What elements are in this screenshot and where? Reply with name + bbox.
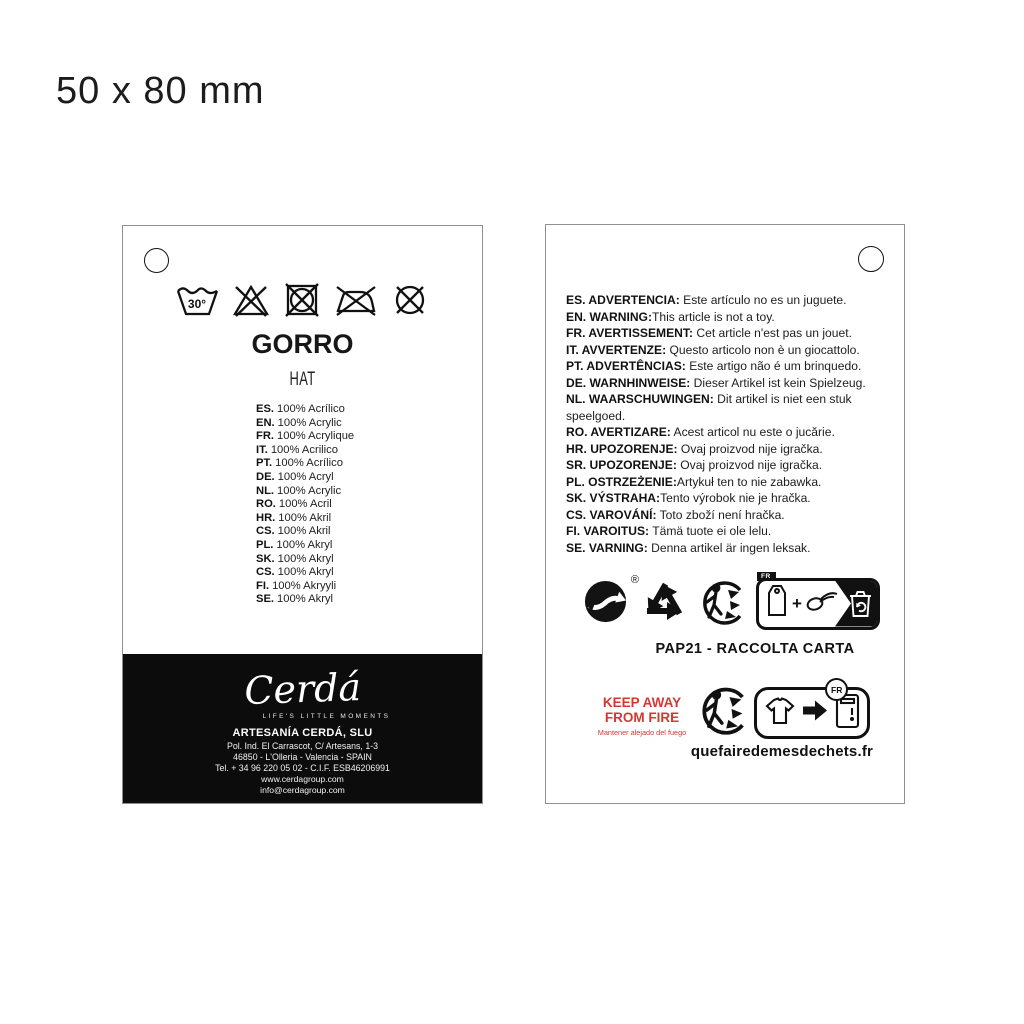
- brand-tagline: LIFE'S LITTLE MOMENTS: [262, 713, 391, 720]
- plus-sign: +: [792, 593, 802, 613]
- wash-30-icon: [175, 282, 220, 318]
- triman-icon: [699, 577, 747, 630]
- triman-icon: [698, 683, 750, 740]
- punch-hole: [858, 246, 884, 272]
- composition-row: NL. 100% Acrylic: [256, 484, 342, 497]
- composition-row: DE. 100% Acryl: [256, 470, 334, 483]
- brand-address-line: Tel. + 34 96 220 05 02 - C.I.F. ESB46206991: [215, 763, 390, 773]
- page-title: 50 x 80 mm: [56, 70, 265, 112]
- fr-paper-sorting-box: [756, 572, 880, 630]
- svg-text:30°: 30°: [187, 297, 207, 311]
- composition-row: FR. 100% Acrylique: [256, 430, 355, 443]
- label-back: [545, 224, 905, 804]
- do-not-tumble-dry-icon: [282, 282, 322, 318]
- fire-warning: [584, 695, 700, 737]
- tshirt-icon: [764, 697, 796, 730]
- fire-warning-line: KEEP AWAY: [602, 695, 682, 710]
- composition-row: EN. 100% Acrylic: [256, 416, 342, 429]
- hangtag-icon: [765, 583, 789, 624]
- fr-textile-sorting-box: [754, 684, 870, 739]
- brand-email: info@cerdagroup.com: [260, 784, 345, 795]
- product-name: GORRO: [251, 329, 354, 359]
- brand-footer: [123, 654, 482, 803]
- composition-row: CS. 100% Akril: [256, 525, 331, 538]
- product-name-en: HAT: [289, 369, 316, 390]
- do-not-dry-clean-icon: [390, 282, 430, 318]
- care-symbols-row: [123, 282, 482, 318]
- fire-warning-line: FROM FIRE: [604, 710, 680, 725]
- punch-hole: [144, 248, 169, 273]
- pap-sorting-text: PAP21 - RACCOLTA CARTA: [655, 641, 855, 657]
- waste-bin-icon: [847, 588, 874, 625]
- recycle-mobius-icon: [638, 577, 690, 630]
- fire-warning-subtext: Mantener alejado del fuego: [597, 728, 687, 737]
- sorting-url: quefairedemesdechets.fr: [690, 743, 874, 760]
- right-arrow-icon: [803, 700, 828, 726]
- do-not-bleach-icon: [231, 282, 271, 318]
- do-not-iron-icon: [333, 282, 379, 318]
- composition-row: SK. 100% Akryl: [256, 552, 334, 565]
- composition-row: PL. 100% Akryl: [256, 538, 333, 551]
- cord-icon: [805, 588, 839, 619]
- warnings-list: ES. ADVERTENCIA: Este artículo no es un juguete. EN. WARNING:This article is not a toy. FR. AVERTISSEMENT: Cet article n'est pas un jouet. IT. AVVERTENZE: Questo articolo non è un giocattolo. PT. ADVERTÊNCIAS: Este artigo não é um brinquedo. DE. WARNHINWEISE: Dieser Artikel ist kein Spielzeug. NL. WAARSCHUWINGEN: Dit artikel is niet een stuk speelgoed. RO. AVERTIZARE: Acest articol nu este o jucărie. HR. UPOZORENJE: Ovaj proizvod nije igračka. SR. UPOZORENJE: Ovaj proizvod nije igračka. PL. OSTRZEŻENIE:Artykuł ten to nie zabawka. SK. VÝSTRAHA:Tento výrobok nie je hračka. CS. VAROVÁNÍ: Toto zboží není hračka. FI. VAROITUS: Tämä tuote ei ole lelu. SE. VARNING: Denna artikel är ingen leksak.: [566, 293, 866, 555]
- composition-row: ES. 100% Acrílico: [256, 403, 345, 415]
- fr-circle-label: FR: [825, 678, 848, 701]
- recycling-icons-row: [582, 572, 880, 630]
- cerda-logo: [218, 668, 388, 714]
- brand-website: www.cerdagroup.com: [261, 774, 344, 784]
- brand-address-line: 46850 - L'Olleria - Valencia - SPAIN: [233, 752, 372, 762]
- label-front: [122, 225, 483, 804]
- composition-row: RO. 100% Acril: [256, 498, 332, 511]
- composition-row: IT. 100% Acrilico: [256, 443, 338, 456]
- svg-text:Cerdá: Cerdá: [243, 668, 362, 714]
- composition-row: SE. 100% Akryl: [256, 593, 334, 606]
- composition-row: PT. 100% Acrílico: [256, 457, 343, 470]
- composition-row: HR. 100% Akril: [256, 511, 332, 524]
- composition-row: CS. 100% Akryl: [256, 566, 334, 579]
- fr-tab-label: FR: [757, 572, 776, 581]
- registered-mark: ®: [630, 573, 639, 586]
- green-dot-icon: [582, 573, 639, 630]
- brand-company: ARTESANÍA CERDÁ, SLU: [232, 727, 373, 739]
- composition-row: FI. 100% Akryyli: [256, 579, 337, 592]
- brand-address-line: Pol. Ind. El Carrascot, C/ Artesans, 1-3: [226, 741, 379, 751]
- composition-list: [256, 403, 354, 607]
